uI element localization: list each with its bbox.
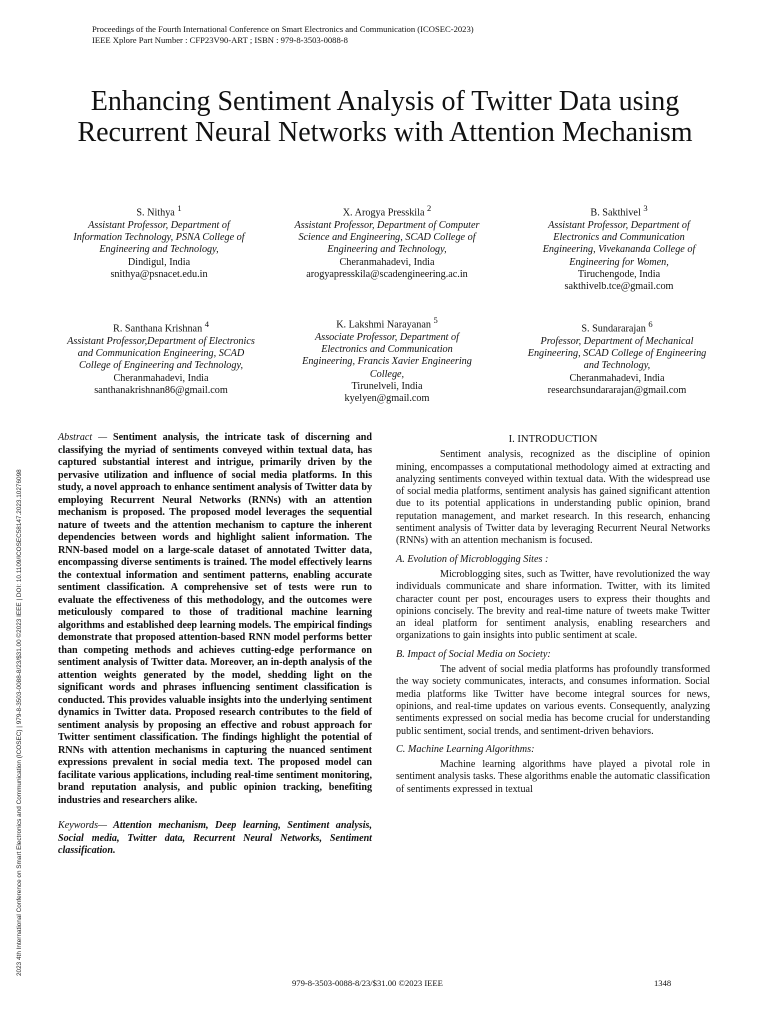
right-column <box>396 434 710 796</box>
author-city: Tirunelveli, India <box>351 380 423 392</box>
subsection-c-paragraph: Machine learning algorithms have played a pivotal role in sentiment analysis tasks. These algorithms enable the automatic classification of sentiments expressed in textual <box>396 759 710 795</box>
introduction-paragraph: Sentiment analysis, recognized as the discipline of opinion mining, encompasses a computational methodology aimed at extracting and analyzing sentiments conveyed within textual data. With the widespread use of social media platforms, sentiment analysis has gained significant attention due to its potential applications in understanding public opinion, brand reputation management, and market research. In this research, enhancing sentiment analysis of Twitter data by leveraging Recurrent Neural Networks (RNNs) with an attention mechanism is focused. <box>396 449 710 547</box>
subsection-heading-b: B. Impact of Social Media on Society: <box>396 648 551 660</box>
author-name: R. Santhana Krishnan <box>113 323 203 335</box>
author-name: S. Nithya <box>136 207 175 219</box>
keywords-text: Attention mechanism, Deep learning, Sentiment analysis, Social media, Twitter data, Recurrent Neural Networks, Sentiment classification. <box>58 820 372 856</box>
author-email[interactable]: researchsundararajan@gmail.com <box>547 384 687 396</box>
author-affiliation: Assistant Professor, Department of Electronics and Communication Engineering, Vivekananda College of Engineering for Women, <box>542 219 696 268</box>
author-sup: 3 <box>643 203 648 213</box>
header-line-1: Proceedings of the Fourth International Conference on Smart Electronics and Communication (ICOSEC-2023) <box>92 24 474 34</box>
author-name: B. Sakthivel <box>590 207 641 219</box>
conference-header <box>92 24 474 46</box>
author-sup: 5 <box>433 315 438 325</box>
author-block-4 <box>66 318 256 397</box>
paper-title: Enhancing Sentiment Analysis of Twitter Data using Recurrent Neural Networks with Attention Mechanism <box>77 86 693 148</box>
author-affiliation: Professor, Department of Mechanical Engineering, SCAD College of Engineering and Technology, <box>527 335 707 372</box>
author-block-2 <box>287 202 487 281</box>
subsection-heading-a: A. Evolution of Microblogging Sites : <box>396 553 549 565</box>
page-number: 1348 <box>654 978 672 988</box>
abstract-text: Sentiment analysis, the intricate task of discerning and classifying the myriad of sentiments conveyed within textual data, has captured substantial interest and intrigue, primarily driven by the pervasive utilization and influence of social media platforms. In this study, a novel approach to enhance sentiment analysis of Twitter data by employing Recurrent Neural Networks (RNNs) with an attention mechanism is proposed. The proposed model leverages the sequential nature of tweets and the attention mechanism to capture the inherent dependencies between words and highlight salient information. The RNN-based model on a large-scale dataset of annotated Twitter data, encompassing diverse sentiments is trained. The model effectively learns the contextual information and sentiment patterns, enabling accurate sentiment classification. A comprehensive set of tests were run to evaluate the effectiveness of this methodology, and the outcomes were meticulously compared to those of traditional machine learning algorithms and established deep learning models. The empirical findings demonstrate that proposed attention-based RNN model performs better than competing methods and achieves cutting-edge performance on sentiment analysis of Twitter data. Moreover, an in-depth analysis of the attention weights generated by the model, shedding light on the significant words and phrases influencing sentiment classification is conducted. This provides valuable insights into the underlying sentiment dynamics in Twitter data. Proposed research contributes to the field of sentiment analysis by proposing an effective and robust approach for Twitter sentiment classification. The findings highlight the potential of RNNs with attention mechanisms in capturing the nuanced sentiment expressions prevalent in social media text. The proposed model can facilitate various applications, including real-time sentiment monitoring, brand reputation analysis, and public opinion tracking, benefiting industries and researchers alike. <box>58 432 372 806</box>
author-name: X. Arogya Presskila <box>342 207 425 219</box>
author-sup: 2 <box>427 203 432 213</box>
subsection-b-paragraph: The advent of social media platforms has profoundly transformed the way society communicates, interacts, and consumes information. Social media platforms like Twitter have become integral sources for news, opinions, and real-time updates on various events. Consequently, analyzing sentiments expressed on social media has become crucial for understanding public sentiment, social trends, and sentiment-driven behaviors. <box>396 664 710 737</box>
header-line-2: IEEE Xplore Part Number : CFP23V90-ART ; ISBN : 979-8-3503-0088-8 <box>92 35 348 45</box>
author-sup: 1 <box>177 203 182 213</box>
author-block-6 <box>522 318 712 397</box>
doi-side-strip: 2023 4th International Conference on Smart Electronics and Communication (ICOSEC) | 979-8-3503-0088-8/23/$31.00 ©2023 IEEE | DOI: 10.1109/ICOSEC58147.2023.10276098 <box>16 469 23 976</box>
author-email[interactable]: snithya@psnacet.edu.in <box>110 268 208 280</box>
author-sup: 4 <box>204 319 209 329</box>
author-block-3 <box>526 202 712 293</box>
author-city: Cheranmahadevi, India <box>113 372 209 384</box>
author-city: Dindigul, India <box>127 256 191 268</box>
section-heading-introduction: I. INTRODUCTION <box>508 434 598 445</box>
author-city: Cheranmahadevi, India <box>569 372 665 384</box>
author-block-1 <box>64 202 254 281</box>
keywords-label: Keywords— <box>58 820 107 831</box>
abstract <box>58 432 372 807</box>
keywords <box>58 820 372 858</box>
author-sup: 6 <box>648 319 653 329</box>
author-city: Tiruchengode, India <box>577 268 661 280</box>
author-email[interactable]: arogyapresskila@scadengineering.ac.in <box>306 268 468 280</box>
author-email[interactable]: sakthivelb.tce@gmail.com <box>564 281 674 293</box>
footer-copyright: 979-8-3503-0088-8/23/$31.00 ©2023 IEEE <box>292 978 443 988</box>
author-name: K. Lakshmi Narayanan <box>336 319 431 331</box>
author-block-5 <box>294 314 480 405</box>
author-affiliation: Associate Professor, Department of Electronics and Communication Engineering, Francis Xavier Engineering College, <box>302 331 472 380</box>
author-city: Cheranmahadevi, India <box>339 256 435 268</box>
author-affiliation: Assistant Professor,Department of Electronics and Communication Engineering, SCAD College of Engineering and Technology, <box>67 335 255 372</box>
author-email[interactable]: santhanakrishnan86@gmail.com <box>94 384 228 396</box>
author-email[interactable]: kyelyen@gmail.com <box>344 393 430 405</box>
abstract-label: Abstract — <box>58 432 108 443</box>
subsection-a-paragraph: Microblogging sites, such as Twitter, have revolutionized the way individuals communicate and share information. Twitter, with its limited character count per post, encourages users to express their thoughts and opinions concisely. The brevity and real-time nature of tweets make Twitter an ideal platform for sentiment analysis, enabling researchers and organizations to gain insights into public sentiment at scale. <box>396 568 710 642</box>
left-column <box>58 432 372 858</box>
subsection-heading-c: C. Machine Learning Algorithms: <box>396 743 535 755</box>
author-affiliation: Assistant Professor, Department of Information Technology, PSNA College of Engineering and Technology, <box>73 219 245 256</box>
author-affiliation: Assistant Professor, Department of Computer Science and Engineering, SCAD College of Engineering and Technology, <box>294 219 480 256</box>
author-name: S. Sundararajan <box>581 323 646 335</box>
